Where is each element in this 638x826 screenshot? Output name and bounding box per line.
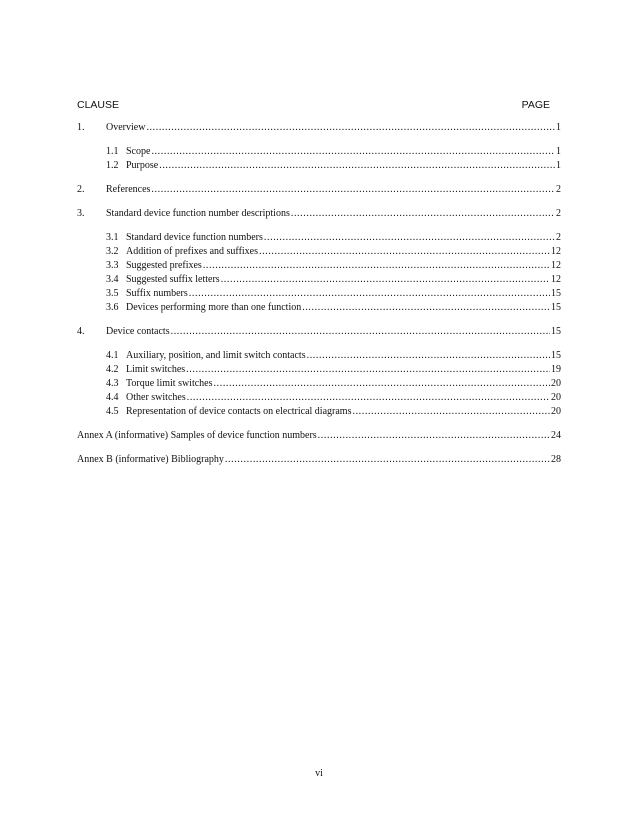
entry-title: Suggested prefixes	[126, 260, 202, 271]
spacer	[77, 419, 561, 429]
toc-entry-subclause[interactable]	[77, 273, 561, 287]
spacer	[77, 173, 561, 183]
toc-entry-clause[interactable]	[77, 207, 561, 221]
dot-leader	[189, 287, 550, 301]
toc-entry-subclause[interactable]	[77, 159, 561, 173]
entry-page-number: 12	[551, 246, 561, 257]
entry-page-number: 1	[556, 160, 561, 171]
entry-title: Torque limit switches	[126, 378, 213, 389]
entry-number: 4.	[77, 326, 85, 337]
entry-number: 4.1	[106, 350, 119, 361]
entry-number: 3.4	[106, 274, 119, 285]
dot-leader	[302, 301, 550, 315]
entry-title: Standard device function numbers	[126, 232, 263, 243]
entry-title: Suggested suffix letters	[126, 274, 220, 285]
toc-entry-clause[interactable]	[77, 121, 561, 135]
entry-title: Suffix numbers	[126, 288, 188, 299]
entry-number: 3.1	[106, 232, 119, 243]
dot-leader	[146, 121, 555, 135]
entry-title: Annex A (informative) Samples of device function numbers	[77, 430, 317, 441]
entry-number: 1.1	[106, 146, 119, 157]
entry-page-number: 2	[556, 232, 561, 243]
entry-title: Devices performing more than one function	[126, 302, 302, 313]
toc-entry-subclause[interactable]	[77, 231, 561, 245]
dot-leader	[187, 391, 550, 405]
dot-leader	[352, 405, 550, 419]
toc-entry-subclause[interactable]	[77, 245, 561, 259]
entry-page-number: 12	[551, 274, 561, 285]
toc-entry-subclause[interactable]	[77, 259, 561, 273]
toc-entry-subclause[interactable]	[77, 377, 561, 391]
toc-entry-annex[interactable]	[77, 429, 561, 443]
entry-number: 3.3	[106, 260, 119, 271]
entry-number: 4.4	[106, 392, 119, 403]
clause-label: CLAUSE	[77, 99, 120, 111]
entry-title: Standard device function number descriptions	[106, 208, 290, 219]
toc-entry-subclause[interactable]	[77, 391, 561, 405]
entry-page-number: 2	[556, 208, 561, 219]
dot-leader	[318, 429, 550, 443]
toc-entry-subclause[interactable]	[77, 349, 561, 363]
dot-leader	[186, 363, 550, 377]
entry-page-number: 24	[551, 430, 561, 441]
entry-number: 4.3	[106, 378, 119, 389]
entry-page-number: 12	[551, 260, 561, 271]
dot-leader	[151, 145, 555, 159]
spacer	[77, 197, 561, 207]
entry-title: Representation of device contacts on electrical diagrams	[126, 406, 352, 417]
toc-entry-subclause[interactable]	[77, 301, 561, 315]
entry-number: 2.	[77, 184, 85, 195]
entry-title: Other switches	[126, 392, 186, 403]
entry-page-number: 28	[551, 454, 561, 465]
toc-entry-subclause[interactable]	[77, 145, 561, 159]
toc-entry-clause[interactable]	[77, 325, 561, 339]
entry-page-number: 20	[551, 406, 561, 417]
dot-leader	[307, 349, 550, 363]
dot-leader	[291, 207, 555, 221]
entry-title: Auxiliary, position, and limit switch contacts	[126, 350, 306, 361]
toc-entry-subclause[interactable]	[77, 405, 561, 419]
entry-page-number: 20	[551, 378, 561, 389]
entry-title: Scope	[126, 146, 151, 157]
entry-page-number: 15	[551, 288, 561, 299]
entry-page-number: 15	[551, 350, 561, 361]
entry-title: Addition of prefixes and suffixes	[126, 246, 259, 257]
entry-number: 1.2	[106, 160, 119, 171]
table-of-contents	[77, 121, 561, 467]
entry-number: 3.6	[106, 302, 119, 313]
entry-title: Purpose	[126, 160, 159, 171]
toc-entry-clause[interactable]	[77, 183, 561, 197]
dot-leader	[221, 273, 550, 287]
dot-leader	[264, 231, 555, 245]
entry-page-number: 15	[551, 326, 561, 337]
entry-number: 3.	[77, 208, 85, 219]
entry-title: Device contacts	[106, 326, 170, 337]
dot-leader	[151, 183, 555, 197]
toc-header	[77, 99, 550, 111]
page-footer-number: vi	[315, 768, 323, 779]
spacer	[77, 135, 561, 145]
toc-entry-annex[interactable]	[77, 453, 561, 467]
dot-leader	[259, 245, 550, 259]
spacer	[77, 221, 561, 231]
dot-leader	[171, 325, 550, 339]
entry-page-number: 2	[556, 184, 561, 195]
entry-number: 3.5	[106, 288, 119, 299]
entry-number: 4.2	[106, 364, 119, 375]
spacer	[77, 443, 561, 453]
entry-number: 1.	[77, 122, 85, 133]
entry-page-number: 1	[556, 146, 561, 157]
toc-entry-subclause[interactable]	[77, 287, 561, 301]
spacer	[77, 339, 561, 349]
page-label: PAGE	[521, 99, 550, 111]
spacer	[77, 315, 561, 325]
entry-page-number: 19	[551, 364, 561, 375]
entry-page-number: 1	[556, 122, 561, 133]
entry-title: References	[106, 184, 151, 195]
entry-title: Overview	[106, 122, 146, 133]
entry-number: 4.5	[106, 406, 119, 417]
dot-leader	[159, 159, 555, 173]
entry-page-number: 15	[551, 302, 561, 313]
entry-title: Limit switches	[126, 364, 186, 375]
entry-page-number: 20	[551, 392, 561, 403]
entry-number: 3.2	[106, 246, 119, 257]
dot-leader	[214, 377, 550, 391]
entry-title: Annex B (informative) Bibliography	[77, 454, 224, 465]
dot-leader	[203, 259, 550, 273]
toc-entry-subclause[interactable]	[77, 363, 561, 377]
dot-leader	[225, 453, 550, 467]
